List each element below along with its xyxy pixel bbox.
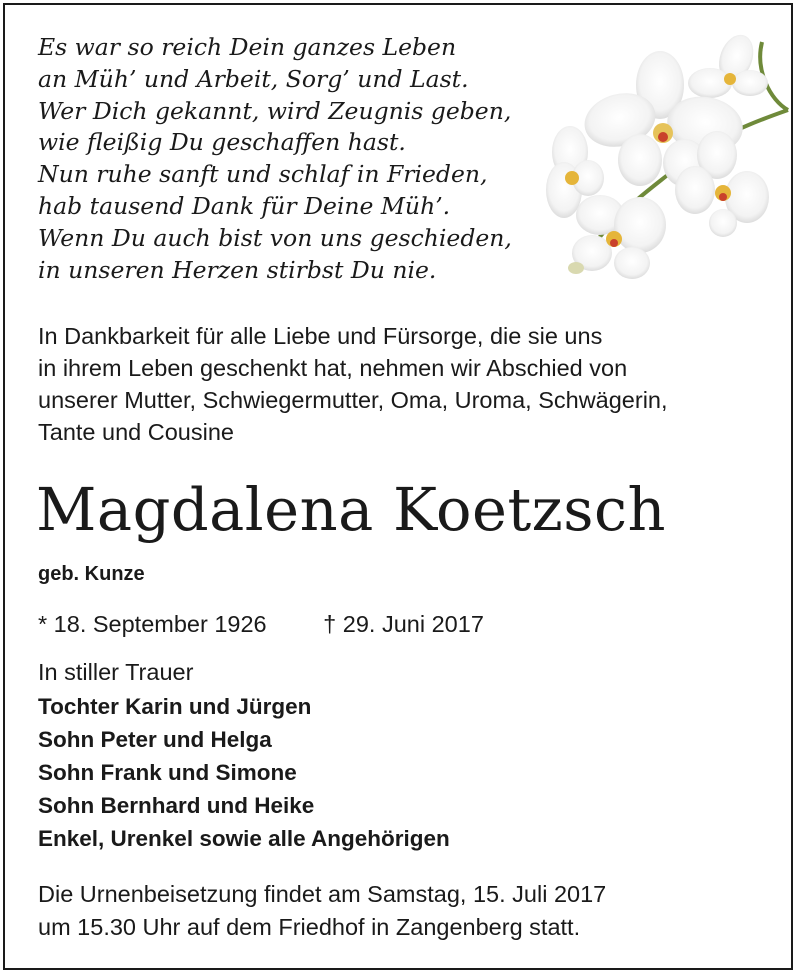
mourner: Sohn Peter und Helga — [38, 727, 272, 752]
poem-line: Wer Dich gekannt, wird Zeugnis geben, — [38, 96, 512, 125]
mourners-list — [38, 690, 450, 855]
birth-date: * 18. September 1926 — [38, 611, 267, 637]
mourner: Enkel, Urenkel sowie alle Angehörigen — [38, 826, 450, 851]
burial-info — [38, 878, 606, 944]
poem-line: wie fleißig Du geschaffen hast. — [38, 128, 406, 157]
mourner: Tochter Karin und Jürgen — [38, 694, 312, 719]
mourner: Sohn Frank und Simone — [38, 760, 297, 785]
poem-line: hab tausend Dank für Deine Müh’. — [38, 191, 451, 220]
deceased-name: Magdalena Koetzsch — [36, 475, 667, 544]
intro-line: Tante und Cousine — [38, 419, 234, 445]
burial-line: Die Urnenbeisetzung findet am Samstag, 15. Juli 2017 — [38, 881, 607, 907]
poem-line: Es war so reich Dein ganzes Leben — [38, 33, 457, 61]
mourner: Sohn Bernhard und Heike — [38, 793, 315, 818]
maiden-name: geb. Kunze — [38, 563, 145, 585]
intro-line: unserer Mutter, Schwiegermutter, Oma, Uroma, Schwägerin, — [38, 387, 668, 413]
poem-line: Nun ruhe sanft und schlaf in Frieden, — [38, 160, 488, 189]
intro-line: In Dankbarkeit für alle Liebe und Fürsorge, die sie uns — [38, 323, 603, 349]
intro-line: in ihrem Leben geschenkt hat, nehmen wir Abschied von — [38, 355, 628, 381]
intro-text — [38, 320, 778, 448]
poem — [38, 32, 512, 286]
life-dates — [38, 608, 484, 640]
poem-line: an Müh’ und Arbeit, Sorg’ und Last. — [38, 64, 469, 93]
poem-line: in unseren Herzen stirbst Du nie. — [38, 255, 437, 284]
poem-line: Wenn Du auch bist von uns geschieden, — [38, 223, 512, 252]
orchid-icon — [540, 30, 790, 285]
burial-line: um 15.30 Uhr auf dem Friedhof in Zangenberg statt. — [38, 914, 581, 940]
death-date: † 29. Juni 2017 — [323, 611, 484, 637]
mourning-label: In stiller Trauer — [38, 659, 194, 685]
